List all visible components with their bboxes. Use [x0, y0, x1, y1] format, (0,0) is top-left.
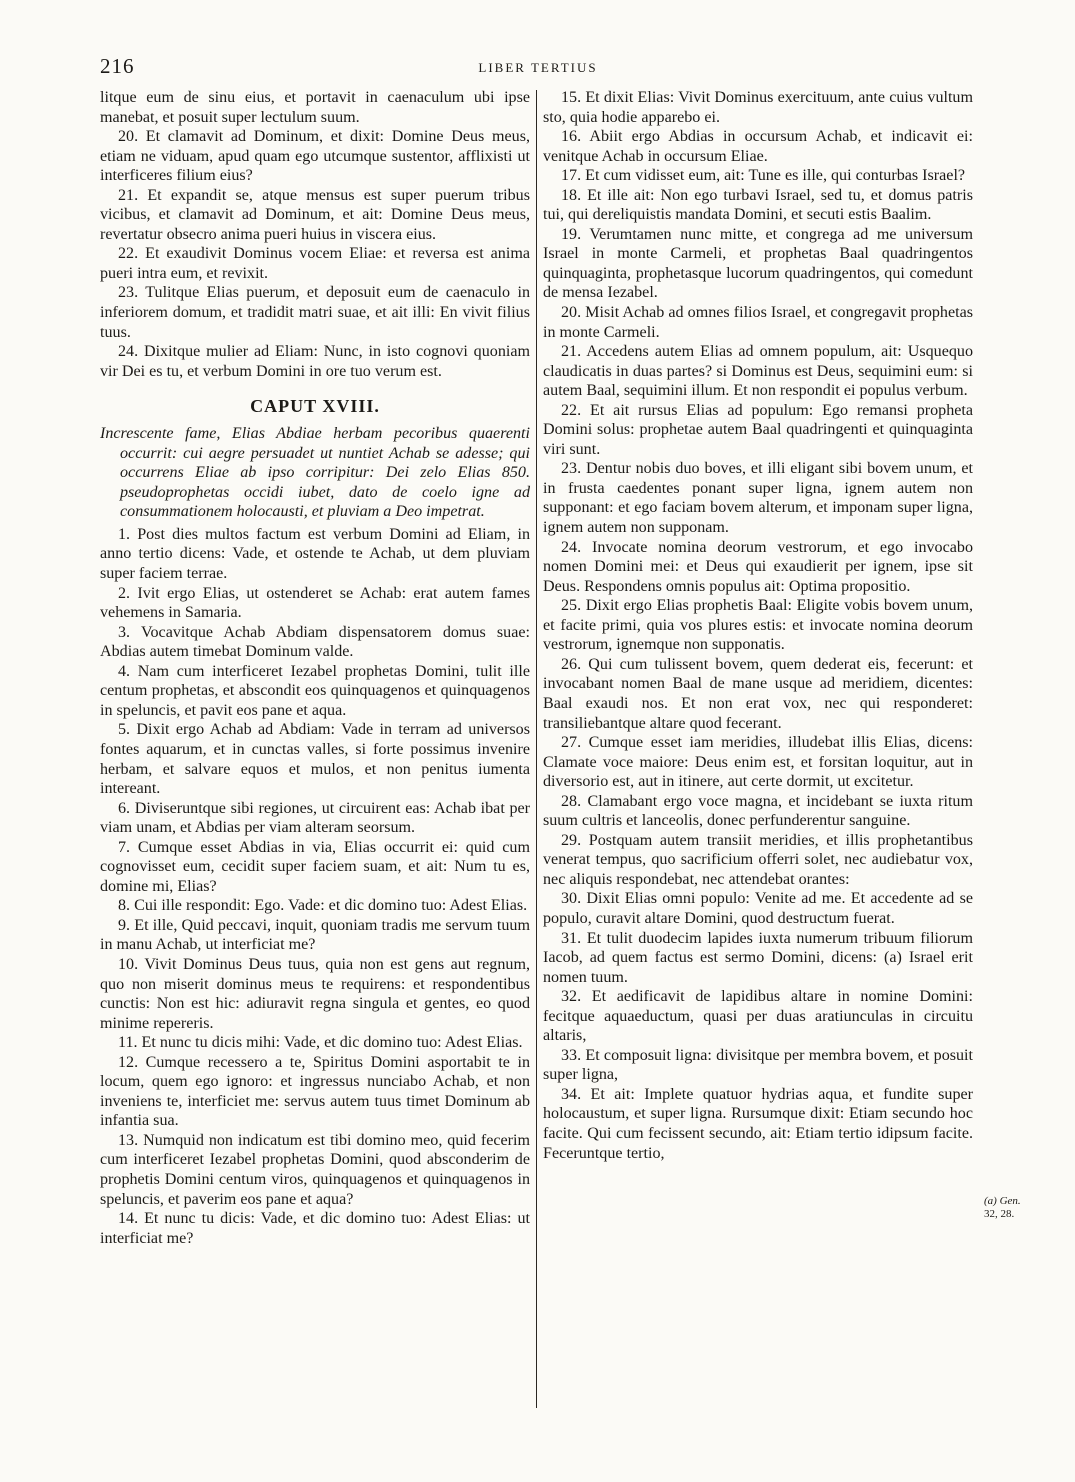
verse-paragraph: 4. Nam cum interficeret Iezabel prophetas Domini, tulit ille centum prophetas, et abscondit eos quinquagenos et quinquagenos in speluncis, et pavit eos pane et aqua.	[100, 662, 530, 719]
verse-paragraph: 8. Cui ille respondit: Ego. Vade: et dic domino tuo: Adest Elias.	[118, 897, 528, 915]
running-head: LIBER TERTIUS	[478, 60, 598, 75]
chapter-title: CAPUT XVIII.	[250, 396, 380, 417]
paragraph: litque eum de sinu eius, et portavit in caenaculum ubi ipse manebat, et posuit super lectulum suum.	[100, 89, 530, 126]
verse-paragraph: 32. Et aedificavit de lapidibus altare in nomine Domini: fecitque aquaeductum, quasi per duas aratiunculas in circuitu altaris,	[543, 988, 973, 1045]
verse-paragraph: 30. Dixit Elias omni populo: Venite ad me. Et accedente ad se populo, curavit altare Domini, quod destructum fuerat.	[543, 890, 973, 927]
verse-paragraph: 14. Et nunc tu dicis: Vade, et dic domino tuo: Adest Elias: ut interficiat me?	[100, 1210, 530, 1247]
verse-paragraph: 29. Postquam autem transiit meridies, et illis prophetantibus venerat tempus, quo sacrificium offerri solet, nec audiebatur vox, nec aliquis respondebat, nec attendebat orantes:	[543, 831, 973, 888]
verse-paragraph: 5. Dixit ergo Achab ad Abdiam: Vade in terram ad universos fontes aquarum, et in cunctas valles, si forte possimus invenire herbam, et salvare equos et mulos, et non penitus iumenta intereant.	[100, 721, 530, 798]
margin-note-reference: 32, 28.	[984, 1208, 1015, 1220]
verse-paragraph: 33. Et composuit ligna: divisitque per membra bovem, et posuit super ligna,	[543, 1046, 973, 1084]
verse-paragraph: 17. Et cum vidisset eum, ait: Tune es ille, qui conturbas Israel?	[561, 167, 966, 185]
verse-paragraph: 1. Post dies multos factum est verbum Domini ad Eliam, in anno tertio dicens: Vade, et ostende te Achab, ut dem pluviam super faciem terrae.	[100, 525, 530, 583]
verse-paragraph: 31. Et tulit duodecim lapides iuxta numerum tribuum filiorum Iacob, ad quem factus est sermo Domini, dicens: (a) Israel erit nomen tuum.	[543, 929, 973, 986]
verse-paragraph: 23. Tulitque Elias puerum, et deposuit eum de caenaculo in inferiorem domum, et tradidit matri suae, et ait illi: En vivit filius tuus.	[100, 284, 530, 341]
verse-paragraph: 16. Abiit ergo Abdias in occursum Achab, et indicavit ei: venitque Achab in occursum Eliae.	[543, 128, 973, 165]
verse-paragraph: 34. Et ait: Implete quatuor hydrias aqua, et fundite super holocaustum, et super ligna. Rursumque dixit: Etiam secundo hoc facite. Qui cum fecissent secundo, ait: Etiam tertio idipsum facite. Feceruntque tertio,	[543, 1085, 973, 1162]
verse-paragraph: 7. Cumque esset Abdias in via, Elias occurrit ei: quid cum cognovisset eum, cecidit super faciem suam, et ait: Num tu es, domine mi, Elias?	[100, 838, 530, 895]
verse-paragraph: 23. Dentur nobis duo boves, et illi eligant sibi bovem unum, et in frusta caedentes ponant super ligna, ignem autem non supponant: et ego faciam bovem alterum, et imponam super ligna, ignem autem non supponam.	[543, 460, 973, 537]
verse-paragraph: 3. Vocavitque Achab Abdiam dispensatorem domus suae: Abdias autem timebat Dominum valde.	[100, 623, 530, 661]
verse-paragraph: 18. Et ille ait: Non ego turbavi Israel, sed tu, et domus patris tui, qui dereliquistis mandata Domini, et secuti estis Baalim.	[543, 186, 973, 224]
verse-paragraph: 13. Numquid non indicatum est tibi domino meo, quid fecerim cum interficeret Iezabel prophetas Domini, quod absconderim de prophetis Domini centum viros, quinquagenos et quinquagenos in speluncis, et paverim eos pane et aqua?	[100, 1131, 530, 1208]
chapter-summary: Increscente fame, Elias Abdiae herbam pecoribus quaerenti occurrit: cui aegre persuadet ut nuntiet Achab se adesse; qui occurrens Eliae ab ipso corripitur: Dei zelo Elias 850. pseudoprophetas occidi iubet, dato de coelo igne ad consummationem holocausti, et pluviam a Deo impetrat.	[100, 425, 530, 521]
verse-paragraph: 20. Misit Achab ad omnes filios Israel, et congregavit prophetas in monte Carmeli.	[543, 304, 973, 341]
verse-paragraph: 9. Et ille, Quid peccavi, inquit, quoniam tradis me servum tuum in manu Achab, ut interficiat me?	[100, 916, 530, 954]
page-number: 216	[100, 54, 135, 78]
verse-paragraph: 21. Accedens autem Elias ad omnem populum, ait: Usquequo claudicatis in duas partes? si Dominus est Deus, sequimini eum: si autem Baal, sequimini illum. Et non respondit ei populus verbum.	[543, 343, 973, 400]
verse-paragraph: 24. Invocate nomina deorum vestrorum, et ego invocabo nomen Domini mei: et Deus qui exaudierit per ignem, ipse sit Deus. Respondens omnis populus ait: Optima propositio.	[543, 538, 973, 595]
verse-paragraph: 11. Et nunc tu dicis mihi: Vade, et dic domino tuo: Adest Elias.	[118, 1034, 523, 1052]
verse-paragraph: 15. Et dixit Elias: Vivit Dominus exercituum, ante cuius vultum sto, quia hodie apparebo ei.	[543, 89, 973, 126]
verse-paragraph: 27. Cumque esset iam meridies, illudebat illis Elias, dicens: Clamate voce maiore: Deus enim est, et forsitan loquitur, aut in diversorio est, aut in itinere, aut certe dormit, ut excitetur.	[543, 734, 973, 791]
column-rule	[536, 90, 537, 1408]
verse-paragraph: 21. Et expandit se, atque mensus est super puerum tribus vicibus, et clamavit ad Dominum, et ait: Domine Deus meus, revertatur obsecro anima pueri huius in viscera eius.	[100, 186, 530, 243]
right-column	[543, 88, 973, 1163]
left-column	[100, 88, 530, 1248]
verse-paragraph: 26. Qui cum tulissent bovem, quem dederat eis, fecerunt: et invocabant nomen Baal de mane usque ad meridiem, dicentes: Baal exaudi nos. Et non erat vox, nec qui responderet: transiliebantque altare quod fecerant.	[543, 655, 973, 732]
verse-paragraph: 24. Dixitque mulier ad Eliam: Nunc, in isto cognovi quoniam vir Dei es tu, et verbum Domini in ore tuo verum est.	[100, 343, 530, 380]
margin-note-label: (a) Gen.	[984, 1195, 1021, 1207]
verse-paragraph: 19. Verumtamen nunc mitte, et congrega ad me universum Israel in monte Carmeli, et prophetas Baal quadringentos quinquaginta, prophetasque lucorum quadringentos, qui comedunt de mensa Iezabel.	[543, 225, 973, 302]
verse-paragraph: 28. Clamabant ergo voce magna, et incidebant se iuxta ritum suum cultris et lanceolis, donec perfunderentur sanguine.	[543, 792, 973, 830]
verse-paragraph: 20. Et clamavit ad Dominum, et dixit: Domine Deus meus, etiam ne viduam, apud quam ego utcumque sustentor, afflixisti ut interficeres filium eius?	[100, 128, 530, 185]
verse-paragraph: 10. Vivit Dominus Deus tuus, quia non est gens aut regnum, quo non miserit dominus meus te requirens: et respondentibus cunctis: Non est hic: adiuravit regna singula et gentes, eo quod minime repereris.	[100, 955, 530, 1032]
verse-paragraph: 22. Et ait rursus Elias ad populum: Ego remansi propheta Domini solus: prophetae autem Baal quadringenti et quinquaginta viri sunt.	[543, 401, 973, 458]
verse-paragraph: 25. Dixit ergo Elias prophetis Baal: Eligite vobis bovem unum, et facite primi, quia vos plures estis: et invocate nomina deorum vestrorum, ignemque non supponatis.	[543, 597, 973, 654]
verse-paragraph: 22. Et exaudivit Dominus vocem Eliae: et reversa est anima pueri intra eum, et revixit.	[100, 245, 530, 282]
verse-paragraph: 2. Ivit ergo Elias, ut ostenderet se Achab: erat autem fames vehemens in Samaria.	[100, 584, 530, 622]
margin-note	[984, 1195, 1044, 1221]
verse-paragraph: 12. Cumque recessero a te, Spiritus Domini asportabit te in locum, quem ego ignoro: et ingressus nunciabo Achab, et non inveniens te, interficiet me: servus autem tuus timet Dominum ab infantia sua.	[100, 1053, 530, 1130]
verse-paragraph: 6. Diviseruntque sibi regiones, ut circuirent eas: Achab ibat per viam unam, et Abdias per viam alteram seorsum.	[100, 799, 530, 837]
